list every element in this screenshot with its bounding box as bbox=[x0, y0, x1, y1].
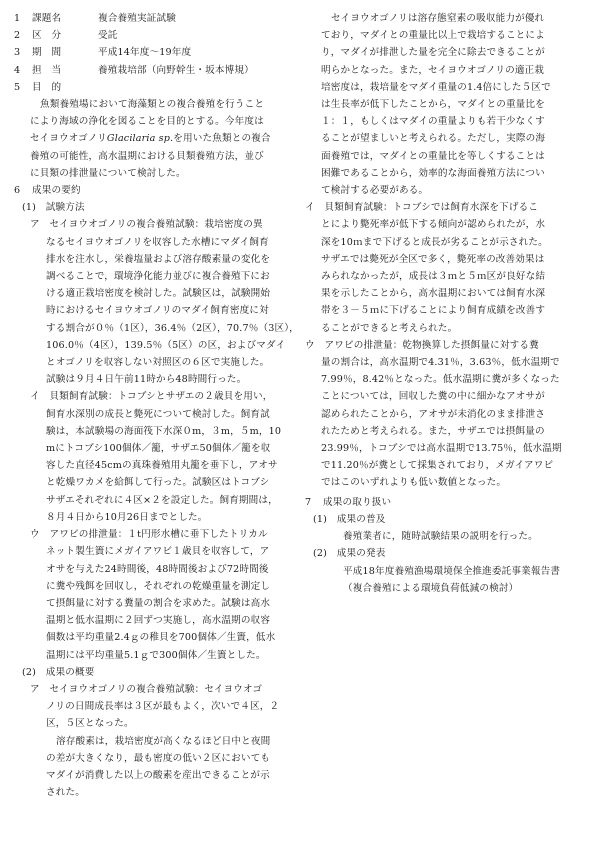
item-c-method: ウ アワビの排泄量：１t円形水槽に垂下したトリカル ネット製生簀にメガイアワビ１歳貝を収容して，ア オサを与えた24時間後，48時間後および72時間後 に糞や残餌を回収し，それぞれの乾燥重量を測定し て摂餌量に対する糞量の割合を求めた。試験は高水 温期と低水温期に２回ずつ実施し，高水温期の収容 個数は平均重量2.4ｇの稚貝を700個体／生簀，低水 温期には平均重量5.1ｇで300個体／生簀とした。 bbox=[30, 529, 276, 661]
publication-title: 平成18年度養殖漁場環境保全推進委託事業報告書 bbox=[343, 565, 561, 577]
item-c-result: ウ アワビの排泄量：乾物換算した摂餌量に対する糞 量の割合は，高水温期で4.31％，3.63％，低水温期で 7.99％，8.42％となった。低水温期に糞が多くなった ことについては，回収した糞の中に細かなアオサが 認められたことから，アオサが未消化のまま排泄さ れたためと考えられる。また，サザエでは摂餌量の 23.99％，トコブシでは高水温期で13.75％，低水温期 で11.20％が糞として採集されており，メガイアワビ ではこのいずれよりも低い数値となった。 bbox=[305, 339, 562, 489]
item-a-method: ア セイヨウオゴノリの複合養殖試験：栽培密度の異 なるセイヨウオゴノリを収容した水槽にマダイ飼育 排水を注水し，栄養塩量および溶存酸素量の変化を 調べることで，環境浄化能力並びに複合養殖下にお ける適正栽培密度を検討した。試験区は，試験開始 時におけるセイヨウオゴノリのマダイ飼育密度に対 する割合が０％（1区），36.4％（2区），70.7％（3区）， 106.0％（4区），139.5％（5区）の区，およびマダイ とオゴノリを収容しない対照区の６区で実施した。 試験は９月４日午前11時から48時間行った。 bbox=[30, 219, 299, 386]
item-a-result: ア セイヨウオゴノリの複合養殖試験：セイヨウオゴ ノリの日間成長率は３区が最もよく，次いで４区，２ 区，５区となった。 溶存酸素は，栽培密度が高くなるほど日中と夜間 の差が大きくなり，最も密度の低い２区においても マダイが消費した以上の酸素を産出できることが示 された。 bbox=[30, 683, 280, 799]
item-b-result: イ 貝類飼育試験：トコブシでは飼育水深を下げるこ とにより斃死率が低下する傾向が認められたが，水 深を10ｍまで下げると成長が劣ることが示された。 サザエでは斃死が全区で多く，斃死率の改善効果は みられなかったが，成長は３ｍと５ｍ区が良好な結 果を示したことから，高水温期においては飼育水深 帯を３－５ｍに下げることにより飼育成績を改善す ることができると考えられた。 bbox=[305, 202, 548, 334]
subsection-results: (2) 成果の概要 bbox=[22, 666, 95, 678]
subsection-publication: (2) 成果の発表 bbox=[313, 548, 386, 560]
species-name: Glacilaria sp. bbox=[106, 133, 174, 145]
subsection-dissemination: (1) 成果の普及 bbox=[313, 513, 386, 525]
section-6-summary-heading: 6 成果の要約 bbox=[14, 185, 81, 197]
section-5-purpose-heading: 5 目 的 bbox=[14, 81, 62, 93]
section-3-period: 3 期 間 平成14年度～19年度 bbox=[14, 47, 192, 59]
section-1-title: 1 課題名 複合養殖実証試験 bbox=[14, 13, 176, 24]
right-column bbox=[305, 10, 584, 840]
section-7-handling-heading: 7 成果の取り扱い bbox=[305, 496, 392, 508]
section-2-category: 2 区 分 受託 bbox=[14, 30, 118, 42]
dissemination-text: 養殖業者に，随時試験結果の説明を行った。 bbox=[343, 531, 538, 543]
result-a-continued: セイヨウオゴノリは溶存態窒素の吸収能力が優れ ており，マダイとの重量比以上で栽培することによ り，マダイが排泄した量を完全に除去できることが 明らかとなった。また，セイヨウオゴノリの適正栽 培密度は，栽培量をマダイ重量の1.4倍にした５区で は生長率が低下したことから，マダイとの重量比を １：１，もしくはマダイの重量よりも若干少なくす ることが望ましいと考えられる。ただし，実際の海 面養殖では，マダイとの重量比を等しくすることは 困難であることから，効率的な海面養殖方法につい て検討する必要がある。 bbox=[321, 13, 551, 197]
section-4-staff: 4 担 当 養殖栽培部（向野幹生・坂本博規） bbox=[14, 64, 254, 76]
item-b-method: イ 貝類飼育試験：トコブシとサザエの２歳貝を用い， 飼育水深別の成長と斃死について検討した。飼育試 験は，本試験場の海面筏下水深０m，３m，５m，10 mにトコブシ100個体／籠，サザエ50個体／籠を収 容した直径45cmの真珠養殖用丸籠を垂下し，アオサ と乾燥ワカメを給餌して行った。試験区はトコブシ サザエそれぞれに４区×２を設定した。飼育期間は， ８月４日から10月26日までとした。 bbox=[30, 391, 282, 523]
subsection-methods: (1) 試験方法 bbox=[22, 202, 85, 214]
left-column bbox=[14, 10, 299, 840]
publication-subtitle: （複合養殖による環境負荷低減の検討） bbox=[343, 582, 519, 594]
purpose-paragraph: 魚類養殖場において海藻類との複合養殖を行うこと により海域の浄化を図ることを目的とする。今年度は セイヨウオゴノリGlacilaria sp.を用いた魚類との複合 養殖の可能性，高水温期における貝類養殖方法，並び に貝類の排泄量について検討した。 bbox=[30, 99, 271, 179]
